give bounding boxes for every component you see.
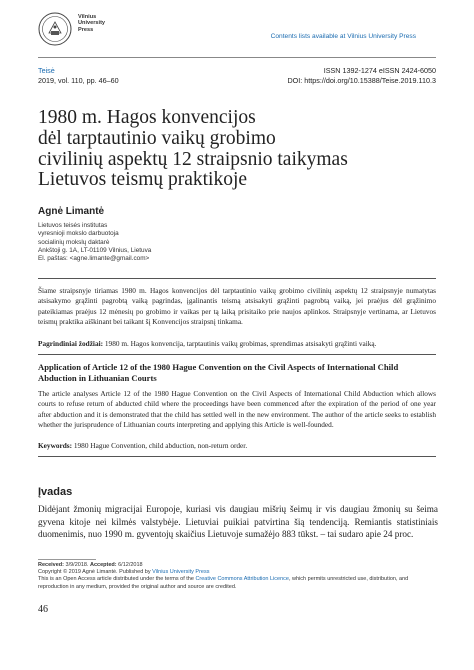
english-title: Application of Article 12 of the 1980 Hague Convention on the Civil Aspects of International Child Abduction in Lithuanian Courts — [38, 362, 399, 383]
page-number: 46 — [38, 604, 48, 615]
abstract-divider-bottom — [38, 456, 436, 457]
license-link[interactable]: Creative Commons Attribution Licence — [195, 576, 289, 583]
keywords-lithuanian: Pagrindiniai žodžiai: 1980 m. Hagos konvencija, tarptautinis vaikų grobimas, sprendimas atsisakyti grąžinti vaiką. — [38, 339, 377, 348]
license-line: This is an Open Access article distributed under the terms of the Creative Commons Attribution Licence, which permits unrestricted use, distribution, and reproduction in any medium, provided the original author and source are credited. — [38, 576, 409, 590]
journal-name-link[interactable]: Teisė — [38, 66, 55, 75]
university-seal-icon — [38, 12, 72, 46]
volume-line: 2019, vol. 110, pp. 46–60 — [38, 76, 119, 85]
dates-line: Received: 3/9/2018. Accepted: 6/12/2018 — [38, 562, 143, 568]
abstract-lithuanian: Šiame straipsnyje tiriamas 1980 m. Hagos konvencijos dėl tarptautinio vaikų grobimo civilinių aspektų 12 straipsnyje numatytas atsisakymo grąžinti pagrobtą vaiką pagrindas, įgalinantis teismą atsisakyti grąžinti pagrobtą vaiką, jei praėjus dėl grąžinimo pateikiamas praėjus 12 mėnesių po grobimo ir vaikas per tą laiką prisitaiko prie naujos aplinkos. Straipsnyje vertinama, ar Lietuvos teismų praktika aiškinant bei taikant šį Konvencijos straipsnį tinkama. — [38, 286, 436, 327]
keywords-english: Keywords: 1980 Hague Convention, child abduction, non-return order. — [38, 441, 248, 450]
header-divider — [38, 57, 436, 58]
identifiers — [287, 66, 436, 86]
abstract-divider-middle — [38, 354, 436, 355]
publisher-name: Vilnius University Press — [78, 14, 106, 33]
author-name: Agnė Limantė — [38, 206, 105, 217]
copyright-line: Copyright © 2019 Agnė Limantė. Published by Vilnius University Press — [38, 569, 210, 576]
publisher-link[interactable]: Vilnius University Press — [152, 569, 210, 576]
footnote-divider — [38, 559, 96, 560]
abstract-english: The article analyses Article 12 of the 1980 Hague Convention on the Civil Aspects of International Child Abduction which allows courts to refuse return of abducted child where the proceedings have been commenced after the expiration of the period of one year after abduction and it is demonstrated that the child has settled well in the new environment. The author of the article seeks to establish whether the jurisprudence of Lithuanian courts interpreting and applying this Article is well-founded. — [38, 389, 436, 430]
doi-line: DOI: https://doi.org/10.15388/Teise.2019.110.3 — [287, 76, 436, 85]
article-title: 1980 m. Hagos konvencijos dėl tarptautinio vaikų grobimo civilinių aspektų 12 straipsnio taikymas Lietuvos teismų praktikoje — [38, 107, 348, 191]
section-heading: Įvadas — [38, 486, 73, 498]
journal-info — [38, 66, 119, 86]
contents-link[interactable]: Contents lists available at Vilnius University Press — [270, 33, 416, 40]
issn-line: ISSN 1392-1274 eISSN 2424-6050 — [323, 66, 436, 75]
abstract-divider-top — [38, 278, 436, 279]
intro-paragraph: Didėjant žmonių migracijai Europoje, kuriasi vis daugiau mišrių šeimų ir vis daugiau žmonių su šeima gyvena kitoje nei kilmės valstybėje. Lietuviai puikiai patvirtina šią tendenciją. Remiantis statistiniais duomenimis, nuo 1990 m. gyventojų skaičius Lietuvoje sumažėjo 883 tūkst. – tai sudaro apie 24 proc. — [38, 504, 438, 540]
publication-footer — [38, 562, 438, 591]
author-affiliation: Lietuvos teisės institutas vyresnioji mokslo darbuotoja socialinių mokslų daktarė Ankštoji g. 1A, LT-01109 Vilnius, Lietuva El. paštas: <agne.limante@gmail.com> — [38, 222, 152, 263]
